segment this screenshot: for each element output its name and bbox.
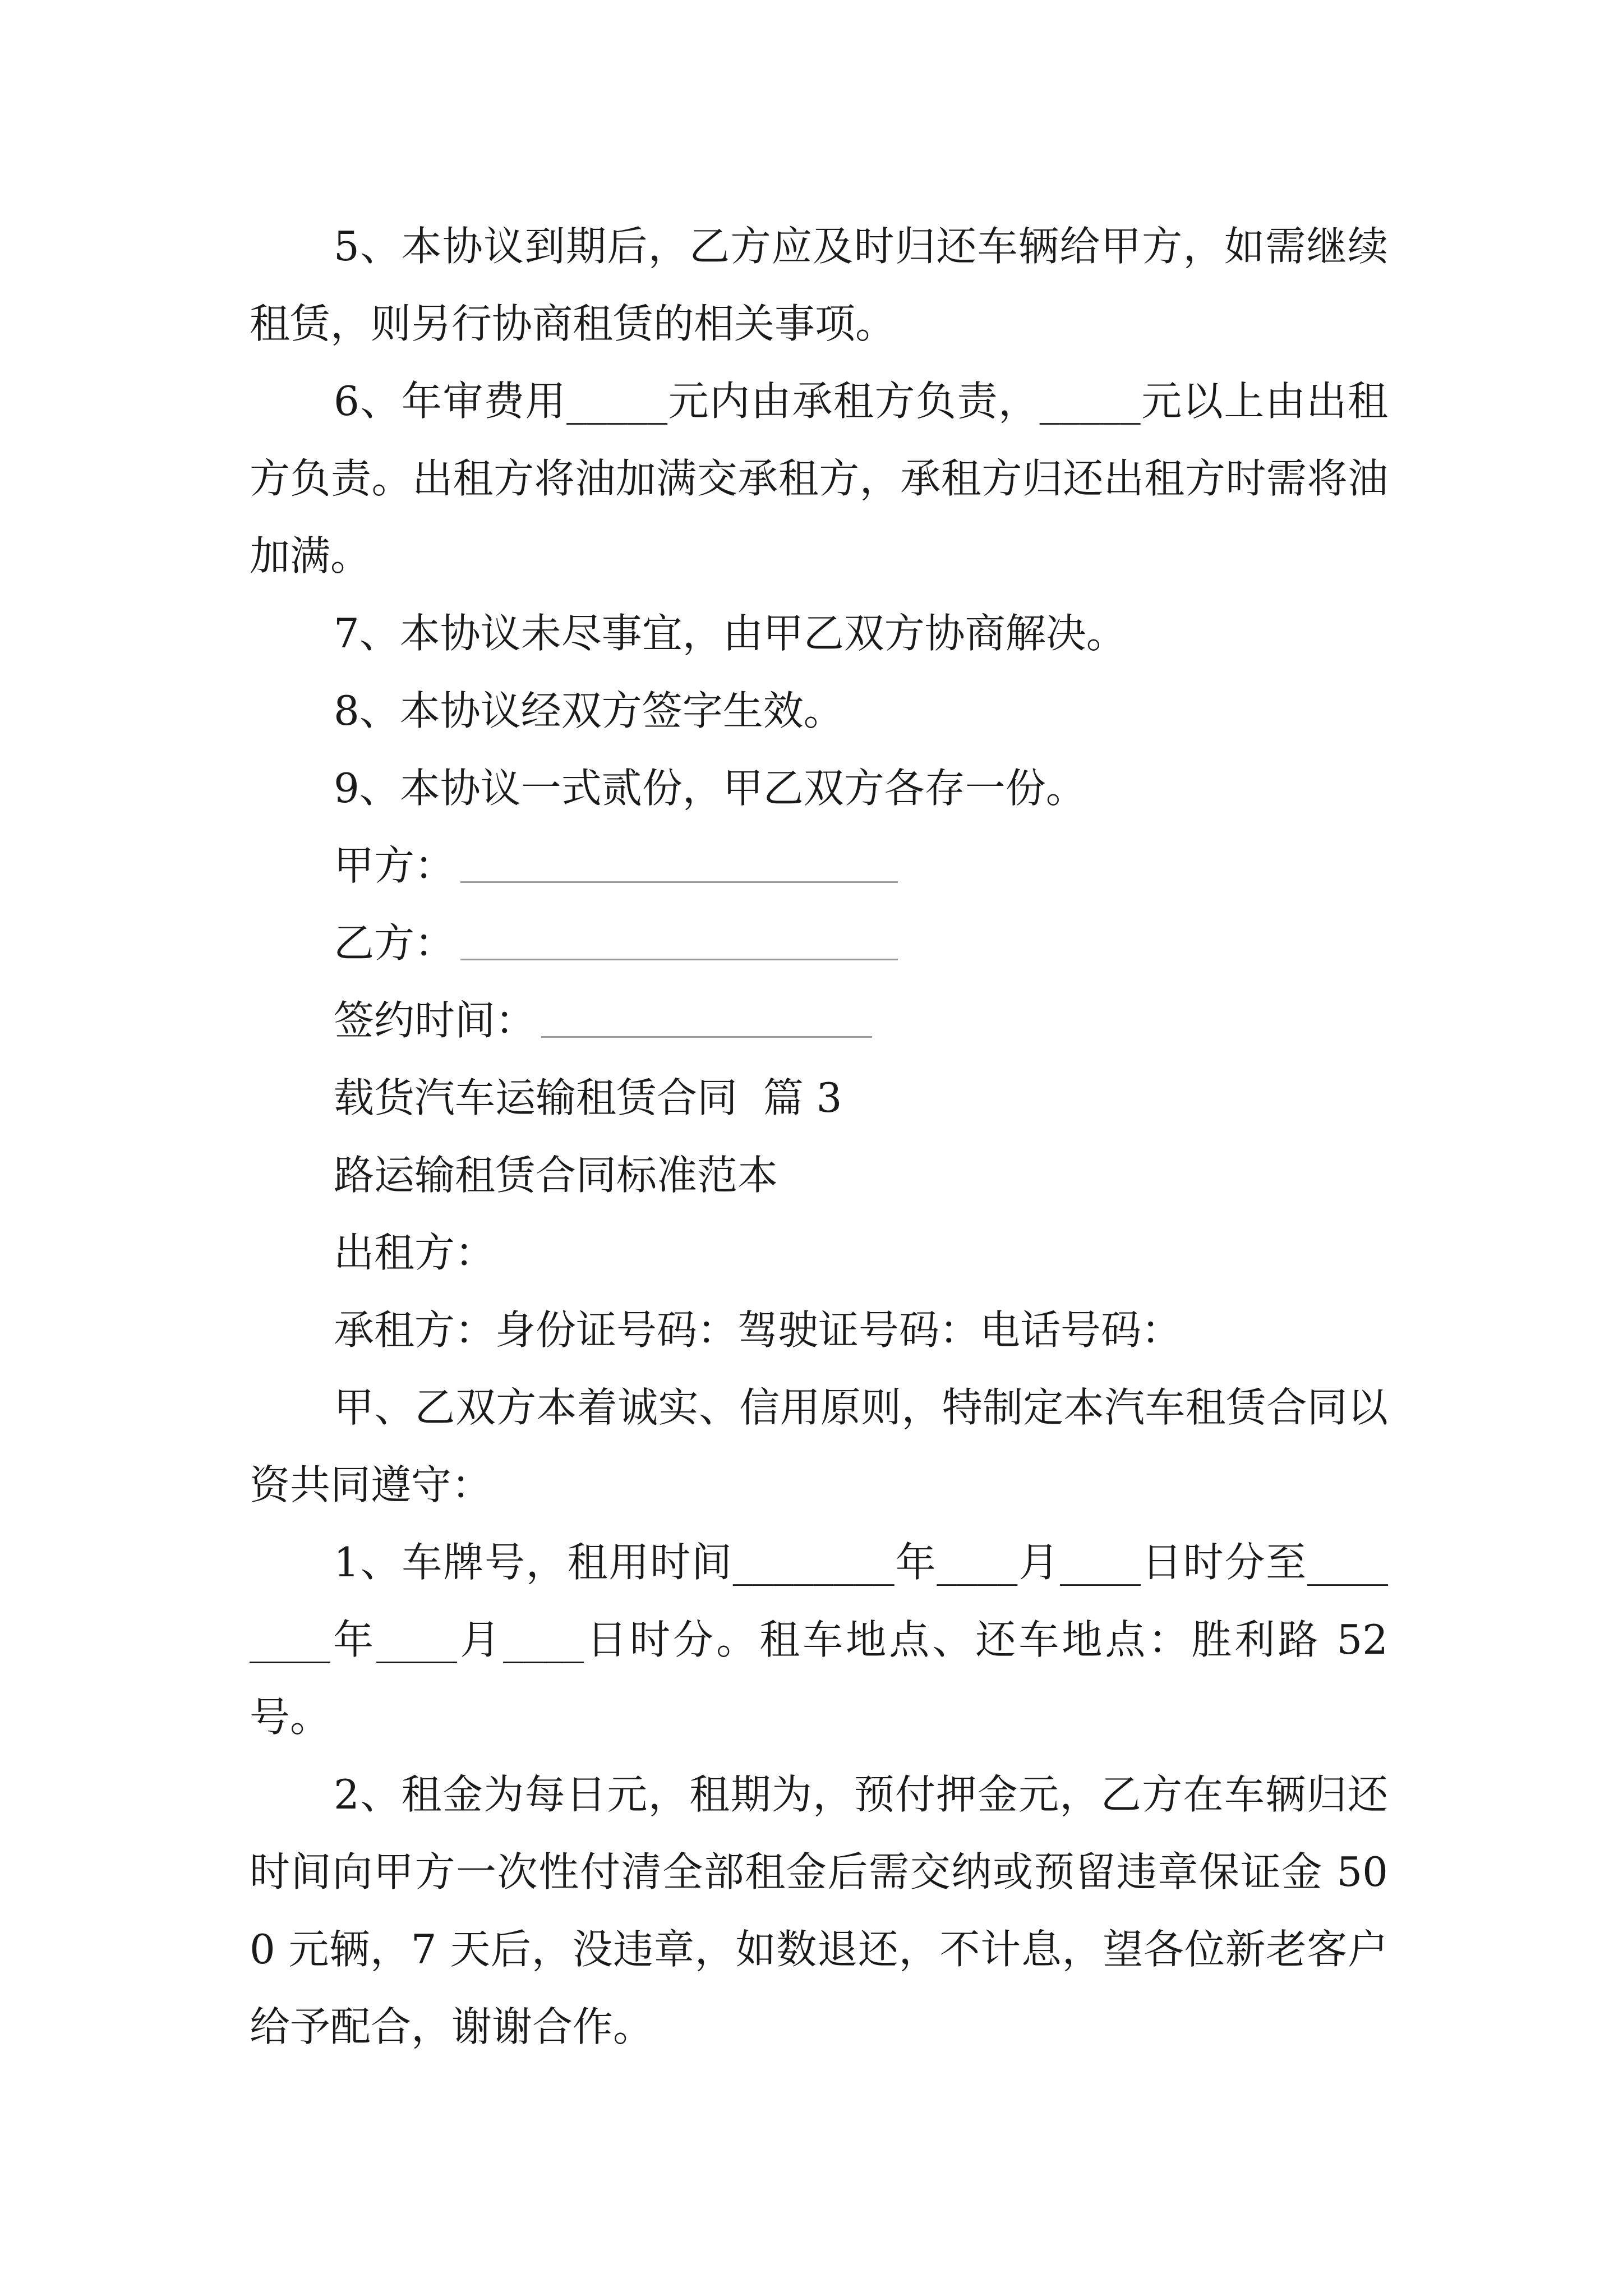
intro-paragraph: 甲、乙双方本着诚实、信用原则，特制定本汽车租赁合同以资共同遵守： xyxy=(250,1384,1388,1508)
clause-9: 9、本协议一式贰份，甲乙双方各存一份。 xyxy=(334,765,1086,812)
section-subtitle: 路运输租赁合同标准范本 xyxy=(334,1152,778,1199)
clause-5: 5、本协议到期后，乙方应及时归还车辆给甲方，如需继续租赁，则另行协商租赁的相关事项。 xyxy=(250,223,1388,347)
sign-date-line xyxy=(541,1002,872,1038)
clause-7: 7、本协议未尽事宜，由甲乙双方协商解决。 xyxy=(334,610,1127,657)
sign-date-label: 签约时间： xyxy=(334,997,536,1044)
clause-1: 1、车牌号，租用时间________年____月____日时分至________年____月____日时分。租车地点、还车地点：胜利路 52 号。 xyxy=(250,1539,1388,1741)
party-a-signature xyxy=(250,827,1388,904)
document-page xyxy=(250,208,1388,2065)
party-b-line xyxy=(460,925,898,960)
party-a-label: 甲方： xyxy=(334,842,455,889)
clause-8: 8、本协议经双方签字生效。 xyxy=(334,687,844,734)
section-heading: 载货汽车运输租赁合同 篇 3 xyxy=(334,1074,842,1121)
clause-6: 6、年审费用_____元内由承租方负责，_____元以上由出租方负责。出租方将油加满交承租方，承租方归还出租方时需将油加满。 xyxy=(250,378,1388,579)
party-b-signature xyxy=(250,904,1388,982)
lessor-line: 出租方： xyxy=(334,1229,496,1276)
party-a-line xyxy=(460,848,898,883)
lessee-line: 承租方：身份证号码：驾驶证号码：电话号码： xyxy=(334,1306,1182,1354)
party-b-label: 乙方： xyxy=(334,919,455,967)
sign-date xyxy=(250,982,1388,1059)
clause-2: 2、租金为每日元，租期为，预付押金元，乙方在车辆归还时间向甲方一次性付清全部租金后需交纳或预留违章保证金 500 元辆，7 天后，没违章，如数退还，不计息，望各位新老客户给予配合，谢谢合作。 xyxy=(250,1771,1388,2050)
